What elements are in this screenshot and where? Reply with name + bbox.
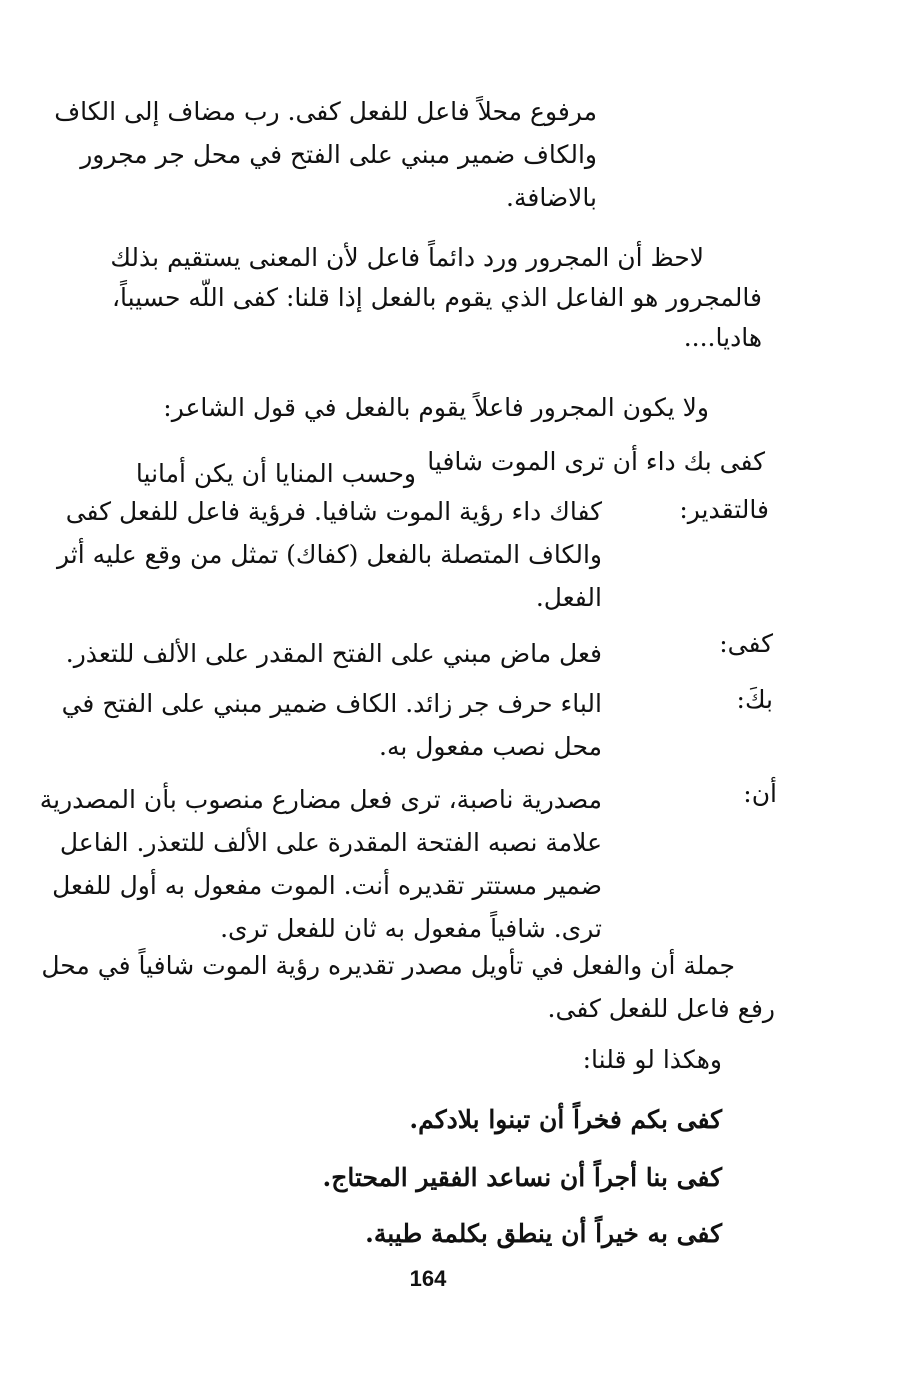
paragraph-1 <box>52 90 597 219</box>
analysis-line: والكاف المتصلة بالفعل (كفاك) تمثل من وقع عليه أثر <box>56 540 602 569</box>
examples-intro: وهكذا لو قلنا: <box>582 1045 722 1074</box>
analysis-line: ضمير مستتر تقديره أنت. الموت مفعول به أول للفعل <box>52 871 602 900</box>
paragraph-2-line: لاحظ أن المجرور ورد دائماً فاعل لأن المعنى يستقيم بذلك <box>110 243 704 272</box>
example-item: كفى به خيراً أن ينطق بكلمة طيبة. <box>365 1219 722 1248</box>
analysis-line: كفاك داء رؤية الموت شافيا. فرؤية فاعل للفعل كفى <box>65 497 602 526</box>
paragraph-1-line: مرفوع محلاً فاعل للفعل كفى. رب مضاف إلى الكاف <box>54 97 597 126</box>
paragraph-1-line: بالاضافة. <box>506 183 597 212</box>
page-number: 164 <box>409 1266 447 1291</box>
paragraph-4-line: جملة أن والفعل في تأويل مصدر تقديره رؤية الموت شافياً في محل <box>41 951 735 980</box>
verse-hemistich-2: وحسب المنايا أن يكن أمانيا <box>135 459 416 488</box>
analysis-body-taqdeer <box>56 490 602 619</box>
paragraph-3: ولا يكون المجرور فاعلاً يقوم بالفعل في قول الشاعر: <box>163 393 709 422</box>
analysis-label-bika: بكَ: <box>736 685 773 714</box>
verse-hemistich-1: كفى بك داء أن ترى الموت شافيا <box>427 447 765 476</box>
analysis-line: الباء حرف جر زائد. الكاف ضمير مبني على الفتح في <box>61 689 602 718</box>
paragraph-2-line: هاديا.... <box>683 323 762 352</box>
paragraph-2-line: فالمجرور هو الفاعل الذي يقوم بالفعل إذا قلنا: كفى اللّه حسيباً، <box>111 283 762 312</box>
example-item: كفى بكم فخراً أن تبنوا بلادكم. <box>409 1105 722 1134</box>
analysis-label-an: أن: <box>743 779 777 808</box>
example-item: كفى بنا أجراً أن نساعد الفقير المحتاج. <box>322 1163 722 1192</box>
paragraph-4 <box>41 944 775 1030</box>
paragraph-4-line: رفع فاعل للفعل كفى. <box>547 994 775 1023</box>
analysis-line: فعل ماض مبني على الفتح المقدر على الألف للتعذر. <box>65 639 602 668</box>
analysis-line: مصدرية ناصبة، ترى فعل مضارع منصوب بأن المصدرية <box>39 785 602 814</box>
analysis-line: علامة نصبه الفتحة المقدرة على الألف للتعذر. الفاعل <box>59 828 602 857</box>
analysis-body-bika <box>56 682 602 768</box>
analysis-label-kafa: كفى: <box>719 629 773 658</box>
analysis-line: محل نصب مفعول به. <box>379 732 602 761</box>
analysis-line: الفعل. <box>535 583 602 612</box>
analysis-label-taqdeer: فالتقدير: <box>679 495 769 524</box>
analysis-body-an <box>39 778 602 950</box>
analysis-line: ترى. شافياً مفعول به ثان للفعل ترى. <box>220 914 602 943</box>
paragraph-1-line: والكاف ضمير مبني على الفتح في محل جر مجرور <box>80 140 597 169</box>
paragraph-2 <box>50 238 762 358</box>
analysis-body-kafa <box>56 632 602 675</box>
